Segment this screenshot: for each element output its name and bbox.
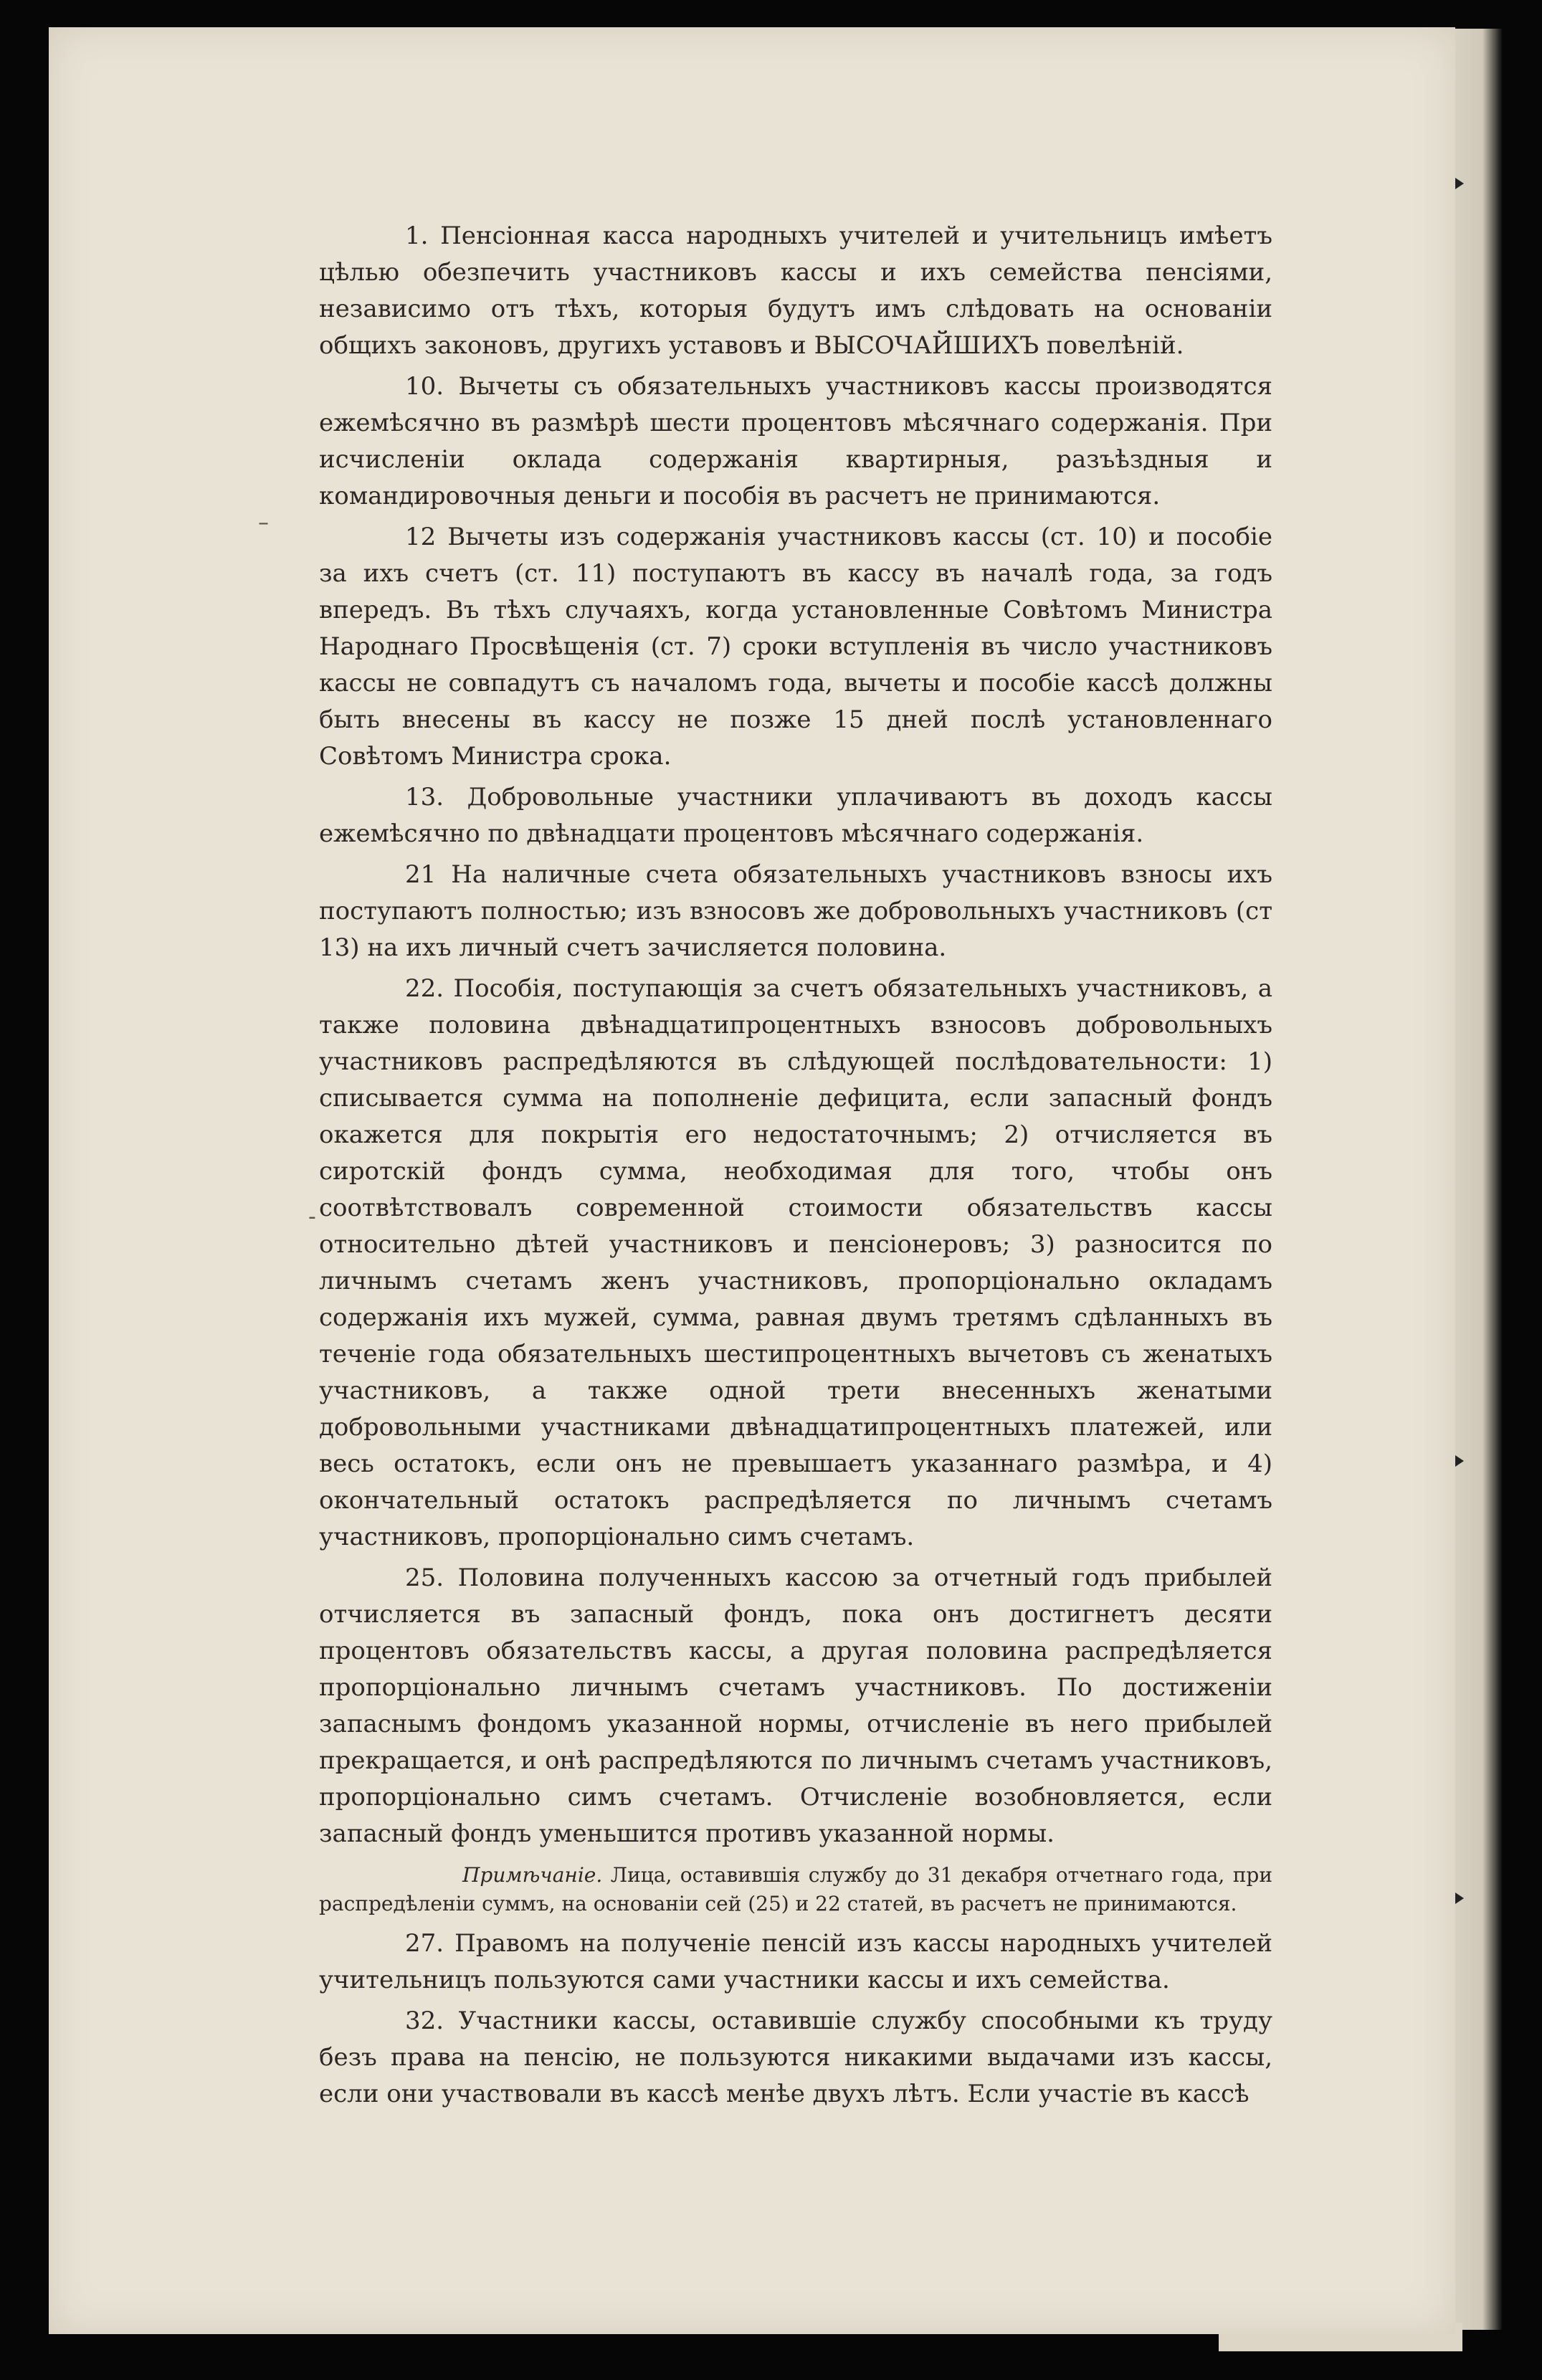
article-13: 13. Добровольные участники уплачиваютъ въ доходъ кассы ежемѣсячно по двѣнадцати процентовъ мѣсячнаго содержанія. <box>319 783 1272 848</box>
article-21: 21 На наличные счета обязательныхъ участниковъ взносы ихъ поступаютъ полностью; изъ взносовъ же добровольныхъ участниковъ (ст 13) на ихъ личный счетъ зачисляется половина. <box>319 860 1272 962</box>
note-text: Лица, оставившія службу до 31 декабря отчетнаго года, при распредѣленіи суммъ, на основаніи сей (25) и 22 статей, въ расчетъ не принимаются. <box>319 1863 1272 1915</box>
document-text <box>319 218 1272 2117</box>
article-22: 22. Пособія, поступающія за счетъ обязательныхъ участниковъ, а также половина двѣнадцатипроцентныхъ взносовъ добровольныхъ участниковъ распредѣляются въ слѣдующей послѣдовательности: 1) списывается сумма на пополненіе дефицита, если запасный фондъ окажется для покрытія его недостаточнымъ; 2) отчисляется въ сиротскій фондъ сумма, необходимая для того, чтобы онъ соотвѣтствовалъ современной стоимости обязательствъ кассы относительно дѣтей участниковъ и пенсіонеровъ; 3) разносится по личнымъ счетамъ женъ участниковъ, пропорціонально окладамъ содержанія ихъ мужей, сумма, равная двумъ третямъ сдѣланныхъ въ теченіе года обязательныхъ шестипроцентныхъ вычетовъ съ женатыхъ участниковъ, а также одной трети внесенныхъ женатыми добровольными участниками двѣнадцатипроцентныхъ платежей, или весь остатокъ, если онъ не превышаетъ указаннаго размѣра, и 4) окончательный остатокъ распредѣляется по личнымъ счетамъ участниковъ, пропорціонально симъ счетамъ. <box>319 974 1272 1551</box>
paper-edge <box>1452 29 1503 2330</box>
page-edge-arrow-icon <box>1455 178 1464 189</box>
page-edge-arrow-icon <box>1455 1455 1464 1467</box>
article-12: 12 Вычеты изъ содержанія участниковъ кассы (ст. 10) и пособіе за ихъ счетъ (ст. 11) поступаютъ въ кассу въ началѣ года, за годъ впередъ. Въ тѣхъ случаяхъ, когда установленные Совѣтомъ Министра Народнаго Просвѣщенія (ст. 7) сроки вступленія въ число участниковъ кассы не совпадутъ съ началомъ года, вычеты и пособіе кассѣ должны быть внесены въ кассу не позже 15 дней послѣ установленнаго Совѣтомъ Министра срока. <box>319 523 1272 771</box>
article-1: 1. Пенсіонная касса народныхъ учителей и учительницъ имѣетъ цѣлью обезпечить участниковъ кассы и ихъ семейства пенсіями, независимо отъ тѣхъ, которыя будутъ имъ слѣдовать на основаніи общихъ законовъ, другихъ уставовъ и ВЫСОЧАЙШИХЪ повелѣній. <box>319 222 1272 360</box>
note <box>319 1861 1272 1918</box>
article-25: 25. Половина полученныхъ кассою за отчетный годъ прибылей отчисляется въ запасный фондъ, пока онъ достигнетъ десяти процентовъ обязательствъ кассы, а другая половина распредѣляется пропорціонально личнымъ счетамъ участниковъ. По достиженіи запаснымъ фондомъ указанной нормы, отчисленіе въ него прибылей прекращается, и онѣ распредѣляются по личнымъ счетамъ участниковъ, пропорціонально симъ счетамъ. Отчисленіе возобновляется, если запасный фондъ уменьшится противъ указанной нормы. <box>319 1563 1272 1848</box>
page-edge-arrow-icon <box>1455 1893 1464 1904</box>
article-32: 32. Участники кассы, оставившіе службу способными къ труду безъ права на пенсію, не пользуются никакими выдачами изъ кассы, если они участвовали въ кассѣ менѣе двухъ лѣтъ. Если участіе въ кассѣ <box>319 2007 1272 2108</box>
article-27: 27. Правомъ на полученіе пенсій изъ кассы народныхъ учителей учительницъ пользуются сами участники кассы и ихъ семейства. <box>319 1929 1272 1994</box>
article-10: 10. Вычеты съ обязательныхъ участниковъ кассы производятся ежемѣсячно въ размѣрѣ шести процентовъ мѣсячнаго содержанія. При исчисленіи оклада содержанія квартирныя, разъѣздныя и командировочныя деньги и пособія въ расчетъ не принимаются. <box>319 372 1272 510</box>
margin-mark: – <box>258 510 269 536</box>
note-label: Примѣчаніе. <box>462 1863 603 1887</box>
margin-mark: - <box>308 1204 316 1229</box>
